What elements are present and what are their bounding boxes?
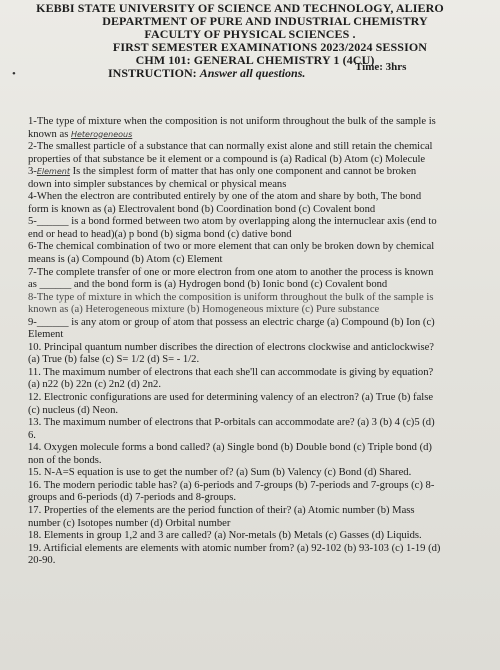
question-13-line-2: 6. — [28, 429, 36, 441]
instruction — [108, 67, 305, 80]
question-8-line-2: known as (a) Heterogeneous mixture (b) Homogeneous mixture (c) Pure substance — [28, 304, 380, 316]
question-16-line-2: groups and 6-periods (d) 7-periods and 8-groups. — [28, 492, 237, 504]
question-12-line-2: (c) nucleus (d) Neon. — [28, 404, 119, 416]
instruction-label: INSTRUCTION: — [108, 66, 197, 80]
question-15: 15. N-A=S equation is use to get the number of? (a) Sum (b) Valency (c) Bond (d) Shared. — [28, 467, 412, 479]
department-name: DEPARTMENT OF PURE AND INDUSTRIAL CHEMISTRY — [102, 14, 428, 28]
question-8-line-1: 8-The type of mixture in which the composition is uniform throughout the bulk of the sample is — [28, 291, 434, 303]
question-1-line-2 — [28, 129, 490, 142]
question-17-line-2: number (c) Isotopes number (d) Orbital number — [28, 517, 231, 529]
university-name: KEBBI STATE UNIVERSITY OF SCIENCE AND TECHNOLOGY, ALIERO — [36, 1, 444, 15]
question-16-line-1: 16. The modern periodic table has? (a) 6-periods and 7-groups (b) 7-periods and 7-groups (c) 8- — [28, 479, 435, 491]
question-14-line-1: 14. Oxygen molecule forms a bond called? (a) Single bond (b) Double bond (c) Triple bond (d) — [28, 442, 432, 454]
course-title: CHM 101: GENERAL CHEMISTRY 1 (4CU) — [135, 53, 375, 67]
question-19-line-2: 20-90. — [28, 555, 56, 567]
question-19-line-1: 19. Artificial elements are elements with atomic number from? (a) 92-102 (b) 93-103 (c) 1-19 (d) — [28, 542, 441, 554]
question-6-line-2: means is (a) Compound (b) Atom (c) Element — [28, 254, 223, 266]
exam-title: FIRST SEMESTER EXAMINATIONS 2023/2024 SESSION — [112, 40, 428, 54]
question-18: 18. Elements in group 1,2 and 3 are called? (a) Nor-metals (b) Metals (c) Gasses (d) Liquids. — [28, 530, 422, 542]
question-10-line-1: 10. Principal quantum number discribes the direction of electrons clockwise and anticlockwise? — [28, 341, 434, 353]
instruction-text: Answer all questions. — [199, 66, 306, 80]
question-2-line-2: properties of that substance be it element or a compound is (a) Radical (b) Atom (c) Molecule — [28, 153, 426, 165]
handwritten-answer-1: Heterogeneous — [70, 129, 133, 139]
question-12-line-1: 12. Electronic configurations are used for determining valency of an electron? (a) True (b) false — [28, 392, 434, 404]
question-7-line-2: as ______ and the bond form is (a) Hydrogen bond (b) Ionic bond (c) Covalent bond — [28, 279, 388, 291]
question-5-line-2: end or head to head)(a) p bond (b) sigma bond (c) dative bond — [28, 228, 292, 240]
question-13-line-1: 13. The maximum number of electrons that P-orbitals can accommodate are? (a) 3 (b) 4 (c)5 (d) — [28, 417, 435, 429]
exam-header — [0, 0, 500, 81]
question-17-line-1: 17. Properties of the elements are the period function of their? (a) Atomic number (b) Mass — [28, 504, 415, 516]
exam-time: Time: 3hrs — [355, 61, 407, 73]
question-11-line-1: 11. The maximum number of electrons that each she'll can accommodate is giving by equation? — [28, 366, 434, 378]
question-3-line-2: down into simpler substances by chemical or physical means — [28, 178, 287, 190]
question-4-line-1: 4-When the electron are contributed entirely by one of the atom and share by both, The bond — [28, 191, 422, 203]
question-3-line-1 — [28, 166, 490, 179]
faculty-name: FACULTY OF PHYSICAL SCIENCES . — [144, 27, 356, 41]
handwritten-answer-3: Element — [36, 167, 70, 177]
question-3-number: 3- — [28, 166, 37, 178]
question-1-prefix: known as — [28, 128, 69, 140]
question-4-line-2: form is known as (a) Electrovalent bond (b) Coordination bond (c) Covalent bond — [28, 203, 376, 215]
question-9-line-1: 9-______ is any atom or group of atom that possess an electric charge (a) Compound (b) Ion (c) — [28, 316, 435, 328]
question-list — [28, 116, 490, 568]
question-5-line-1: 5-______ is a bond formed between two atom by overlapping along the internuclear axis (end to — [28, 216, 437, 228]
instruction-row — [0, 61, 500, 81]
question-10-line-2: (a) True (b) false (c) S= 1/2 (d) S= - 1/2. — [28, 354, 200, 366]
question-9-line-2: Element — [28, 329, 64, 341]
question-14-line-2: non of the bonds. — [28, 454, 102, 466]
question-11-line-2: (a) n22 (b) 22n (c) 2n2 (d) 2n2. — [28, 379, 161, 391]
question-7-line-1: 7-The complete transfer of one or more electron from one atom to another the process is known — [28, 266, 434, 278]
question-1-line-1: 1-The type of mixture when the composition is not uniform throughout the bulk of the sample is — [28, 116, 436, 127]
question-2-line-1: 2-The smallest particle of a substance that can normally exist alone and still retain the chemical — [28, 141, 433, 153]
question-3-text: Is the simplest form of matter that has only one component and cannot be broken — [72, 166, 417, 178]
question-6-line-1: 6-The chemical combination of two or more element that can only be broken down by chemical — [28, 241, 435, 253]
margin-mark: • — [12, 68, 16, 80]
